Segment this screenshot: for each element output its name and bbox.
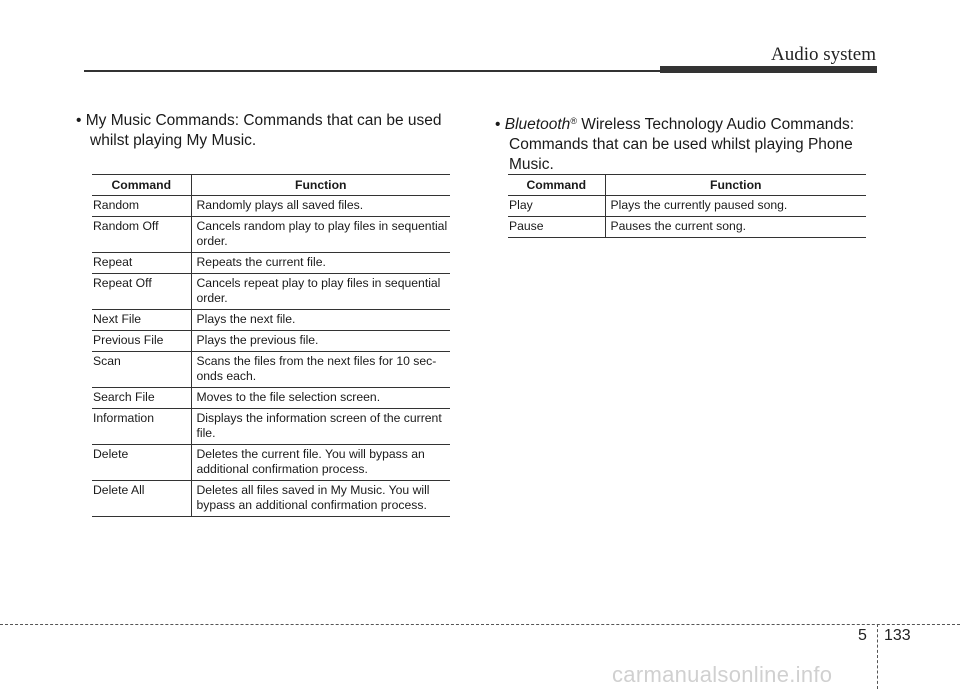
table-row [92, 196, 450, 217]
function-line: Moves to the file selection screen. [196, 390, 381, 404]
table-header-row [92, 175, 450, 196]
function-line: Deletes the current file. You will bypass an [196, 447, 425, 461]
function-line: order. [196, 291, 228, 305]
page-header-title: Audio system [770, 44, 876, 65]
function-line: Pauses the current song. [610, 219, 746, 233]
page-number: 133 [884, 627, 911, 644]
function-line: Plays the previous file. [196, 333, 319, 347]
bluetooth-commands-table [508, 174, 866, 238]
function-cell [191, 331, 450, 352]
function-line: Repeats the current file. [196, 255, 326, 269]
function-cell [191, 274, 450, 310]
command-cell: Scan [92, 352, 191, 388]
function-line: Plays the currently paused song. [610, 198, 788, 212]
header-bar [660, 66, 877, 73]
command-cell: Play [508, 196, 605, 217]
my-music-intro-line1: • My Music Commands: Commands that can be used [76, 112, 442, 129]
bluetooth-brand: Bluetooth [504, 116, 571, 133]
function-cell [605, 196, 866, 217]
column-header-command: Command [92, 175, 191, 196]
command-cell: Random [92, 196, 191, 217]
table-row [508, 217, 866, 238]
function-line: additional confirmation process. [196, 462, 368, 476]
column-header-function: Function [191, 175, 450, 196]
function-cell [191, 310, 450, 331]
my-music-intro [76, 111, 460, 151]
table-row [508, 196, 866, 217]
function-cell [191, 388, 450, 409]
function-line: bypass an additional confirmation process. [196, 498, 427, 512]
command-cell: Delete All [92, 481, 191, 517]
table-header-row [508, 175, 866, 196]
function-cell [191, 481, 450, 517]
my-music-commands-table [92, 174, 450, 517]
function-line: Plays the next file. [196, 312, 296, 326]
table-row [92, 352, 450, 388]
table-row [92, 481, 450, 517]
function-cell [191, 253, 450, 274]
command-cell: Repeat Off [92, 274, 191, 310]
function-cell [191, 217, 450, 253]
footer-dashed-rule [0, 624, 960, 625]
footer-dashed-divider [877, 624, 878, 689]
bluetooth-intro-line3: Music. [509, 156, 554, 173]
registered-mark: ® [570, 116, 577, 126]
function-line: Scans the files from the next files for 10 sec- [196, 354, 437, 368]
table-row [92, 388, 450, 409]
function-cell [191, 409, 450, 445]
command-cell: Next File [92, 310, 191, 331]
column-header-command: Command [508, 175, 605, 196]
function-cell [191, 445, 450, 481]
bluetooth-intro [495, 111, 879, 175]
function-cell [191, 196, 450, 217]
command-cell: Information [92, 409, 191, 445]
function-line: Displays the information screen of the current [196, 411, 442, 425]
command-cell: Delete [92, 445, 191, 481]
command-cell: Random Off [92, 217, 191, 253]
bluetooth-intro-line2: Commands that can be used whilst playing Phone [509, 136, 853, 153]
header-rule [84, 70, 660, 72]
function-line: order. [196, 234, 228, 248]
command-cell: Pause [508, 217, 605, 238]
table-row [92, 409, 450, 445]
command-cell: Previous File [92, 331, 191, 352]
table-row [92, 310, 450, 331]
table-row [92, 253, 450, 274]
function-cell [605, 217, 866, 238]
table-row [92, 445, 450, 481]
function-cell [191, 352, 450, 388]
table-row [92, 331, 450, 352]
table-row [92, 274, 450, 310]
table-row [92, 217, 450, 253]
bluetooth-intro-bullet: • [495, 116, 501, 133]
section-number: 5 [858, 627, 867, 644]
function-line: file. [196, 426, 216, 440]
my-music-intro-line2: whilst playing My Music. [90, 132, 257, 149]
command-cell: Repeat [92, 253, 191, 274]
column-header-function: Function [605, 175, 866, 196]
function-line: onds each. [196, 369, 257, 383]
watermark: carmanualsonline.info [612, 662, 833, 687]
command-cell: Search File [92, 388, 191, 409]
function-line: Cancels random play to play files in sequential [196, 219, 448, 233]
bluetooth-intro-line1-rest: Wireless Technology Audio Commands: [576, 116, 855, 133]
function-line: Deletes all files saved in My Music. You will [196, 483, 430, 497]
function-line: Randomly plays all saved files. [196, 198, 364, 212]
function-line: Cancels repeat play to play files in sequential [196, 276, 441, 290]
